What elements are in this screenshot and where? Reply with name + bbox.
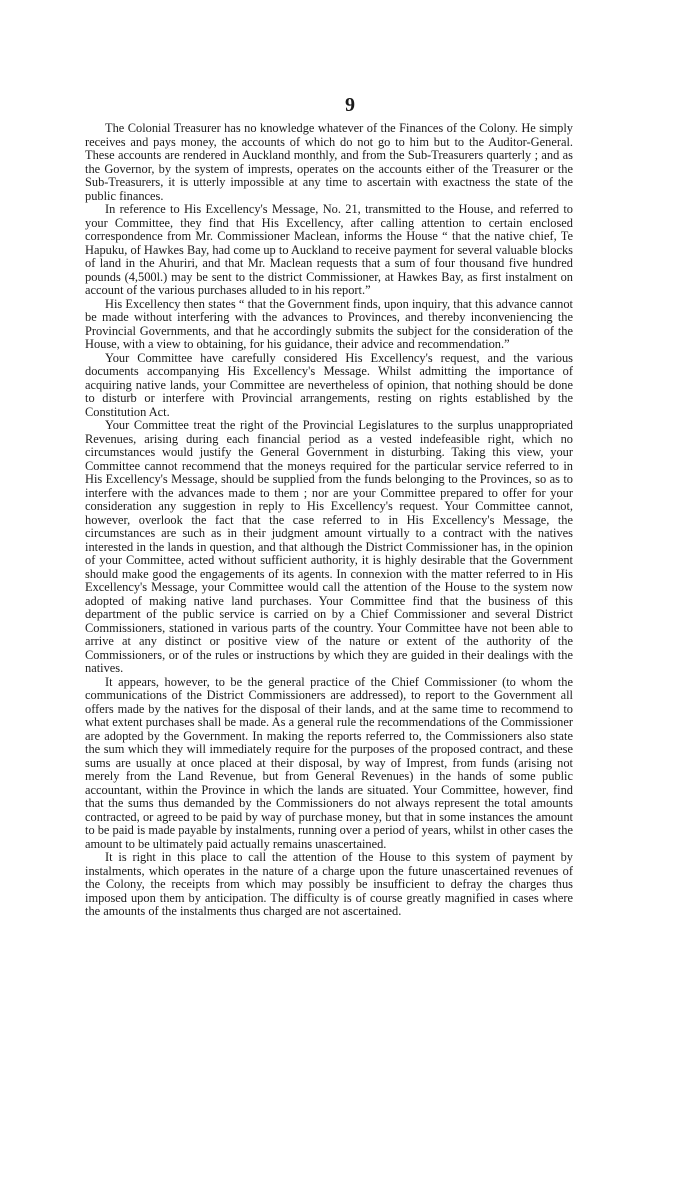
- paragraph: The Colonial Treasurer has no knowledge whatever of the Finances of the Colony. He simply receives and pays money, the accounts of which do not go to him but to the Auditor-General. These accounts are rendered in Auckland monthly, and from the Sub-Treasurers quarterly ; and as the Governor, by the system of imprests, operates on the accounts either of the Treasurer or the Sub-Treasurers, it is utterly impossible at any time to ascertain with exactness the state of the public finances.: [85, 121, 573, 203]
- paragraph: In reference to His Excellency's Message, No. 21, transmitted to the House, and referred to your Committee, they find that His Excellency, after calling attention to certain enclosed correspondence from Mr. Commissioner Maclean, informs the House “ that the native chief, Te Hapuku, of Hawkes Bay, had come up to Auckland to receive payment for several valuable blocks of land in the Ahuriri, and that Mr. Maclean requests that a sum of four thousand five hundred pounds (4,500l.) may be sent to the district Commissioner, at Hawkes Bay, as first instalment on account of the various purchases alluded to in his report.”: [85, 202, 573, 297]
- paragraph: His Excellency then states “ that the Government finds, upon inquiry, that this advance cannot be made without interfering with the advances to Provinces, and thereby inconveniencing the Provincial Governments, and that he accordingly submits the subject for the consideration of the House, with a view to obtaining, for his guidance, their advice and recommendation.”: [85, 296, 573, 351]
- page-number: 9: [345, 94, 355, 116]
- paragraph: Your Committee have carefully considered His Excellency's request, and the various documents accompanying His Excellency's Message. Whilst admitting the importance of acquiring native lands, your Committee are nevertheless of opinion, that nothing should be done to disturb or interfere with Provincial arrangements, resting on rights established by the Constitution Act.: [85, 350, 573, 419]
- body-text: [85, 122, 573, 919]
- paragraph: Your Committee treat the right of the Provincial Legislatures to the surplus unappropriated Revenues, arising during each financial period as a vested indefeasible right, which no circumstances would justify the General Government in disturbing. Taking this view, your Committee cannot recommend that the moneys required for the particular service referred to in His Excellency's Message, should be supplied from the funds belonging to the Provinces, so as to interfere with the advances made to them ; nor are your Committee prepared to offer for your consideration any suggestion in reply to His Excellency's request. Your Committee cannot, however, overlook the fact that the case referred to in His Excellency's Message, the circumstances are such as in their judgment amount virtually to a contract with the natives interested in the lands in question, and that although the District Commissioner has, in the opinion of your Committee, acted without sufficient authority, it is highly desirable that the Government should make good the engagements of its agents. In connexion with the matter referred to in His Excellency's Message, your Committee would call the attention of the House to the system now adopted of making native land purchases. Your Committee find that the business of this department of the public service is carried on by a Chief Commissioner and several District Commissioners, stationed in various parts of the country. Your Committee have not been able to arrive at any distinct or positive view of the nature or extent of the authority of the Commissioners, or of the rules or instructions by which they are guided in their dealings with the natives.: [85, 418, 573, 675]
- paragraph: It appears, however, to be the general practice of the Chief Commissioner (to whom the communications of the District Commissioners are addressed), to report to the Government all offers made by the natives for the disposal of their lands, and at the same time to recommend to what extent purchases shall be made. As a general rule the recommendations of the Commissioner are adopted by the Government. In making the reports referred to, the Commissioners also state the sum which they will immediately require for the purposes of the proposed contract, and these sums are usually at once placed at their disposal, by way of Imprest, from funds (arising not merely from the Land Revenue, but from General Revenues) in the hands of some public accountant, within the Province in which the lands are situated. Your Committee, however, find that the sums thus demanded by the Commissioners do not always represent the total amounts contracted, or agreed to be paid by way of purchase money, but that in some instances the amount to be paid is made payable by instalments, running over a period of years, whilst in other cases the amount to be ultimately paid actually remains unascertained.: [85, 674, 573, 851]
- paragraph: It is right in this place to call the attention of the House to this system of payment by instalments, which operates in the nature of a charge upon the future unascertained revenues of the Colony, the receipts from which may possibly be insufficient to defray the charges thus imposed upon them by anticipation. The difficulty is of course greatly magnified in cases where the amounts of the instalments thus charged are not ascertained.: [85, 850, 573, 918]
